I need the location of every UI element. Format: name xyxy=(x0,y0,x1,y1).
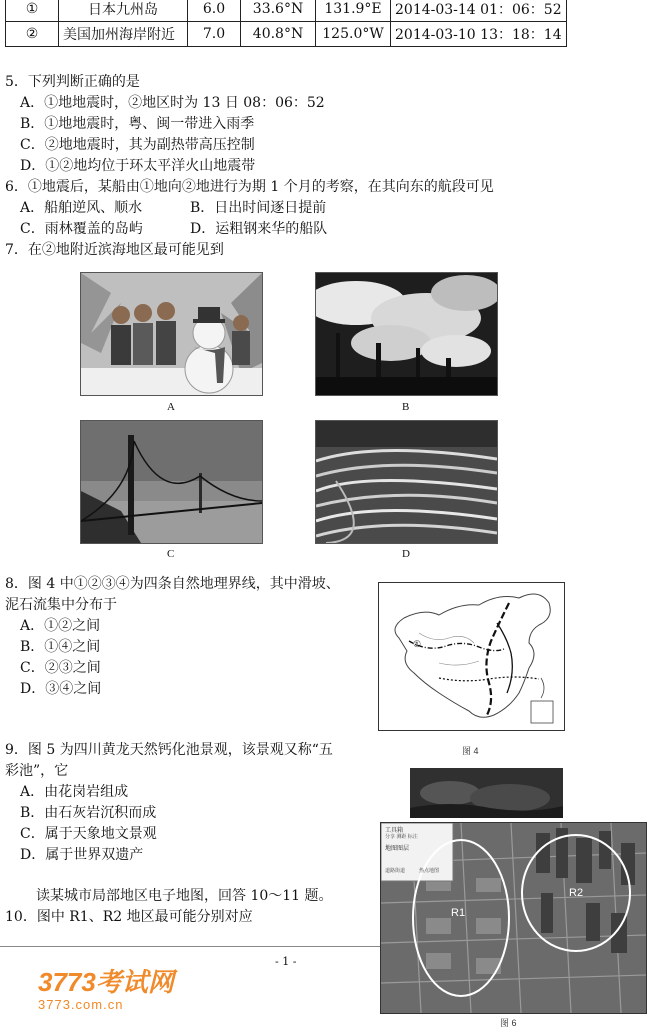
footer-divider xyxy=(0,946,380,947)
q7-stem: 7．在②地附近滨海地区最可能见到 xyxy=(5,242,224,258)
china-map-svg xyxy=(379,583,564,730)
photo-c-label: C xyxy=(167,548,175,560)
q10-stem: 10．图中 R1、R2 地区最可能分别对应 xyxy=(5,909,253,925)
photo-c-bridge xyxy=(80,420,263,544)
table-cell: 美国加州海岸附近 xyxy=(59,22,188,47)
q8-option-a: A．①②之间 xyxy=(20,618,101,634)
logo-text: 3773考试网 xyxy=(38,967,174,997)
q5-option-b: B．①地地震时，粤、闽一带进入雨季 xyxy=(20,116,255,132)
photo-a-label: A xyxy=(167,401,175,413)
q8-option-b: B．①④之间 xyxy=(20,639,101,655)
table-cell: 33.6°N xyxy=(241,0,316,22)
q9-option-a: A．由花岗岩组成 xyxy=(20,784,129,800)
q9-stem: 9．图 5 为四川黄龙天然钙化池景观，该景观又称“五 xyxy=(5,742,333,758)
table-cell: 7.0 xyxy=(188,22,241,47)
q5-stem: 5．下列判断正确的是 xyxy=(5,74,140,90)
table-cell: 125.0°W xyxy=(316,22,391,47)
earthquake-table xyxy=(5,0,567,47)
q10-11-intro: 读某城市局部地区电子地图，回答 10～11 题。 xyxy=(36,888,333,904)
logo-url: 3773.com.cn xyxy=(38,997,124,1012)
q9-stem-cont: 彩池”，它 xyxy=(5,763,69,779)
map-layer-roads[interactable]: 道路街道 xyxy=(385,868,406,874)
table-cell: ② xyxy=(6,22,59,47)
table-cell: 131.9°E xyxy=(316,0,391,22)
q9-option-b: B．由石灰岩沉积而成 xyxy=(20,805,157,821)
table-cell: 2014-03-14 01：06：52 xyxy=(391,0,567,22)
page-number: - 1 - xyxy=(275,955,297,968)
aerial-map-svg xyxy=(381,823,646,1013)
table-row xyxy=(6,0,567,22)
table-cell: 日本九州岛 xyxy=(59,0,188,22)
q6-option-d: D．运粗钢来华的船队 xyxy=(190,221,328,237)
q6-option-b: B．日出时间逐日提前 xyxy=(190,200,327,216)
q6-stem: 6．①地震后，某船由①地向②地进行为期 1 个月的考察，在其向东的航段可见 xyxy=(5,179,494,195)
region-r2-label: R2 xyxy=(569,887,584,899)
q9-option-c: C．属于天象地文景观 xyxy=(20,826,157,842)
region-r1-label: R1 xyxy=(451,907,466,919)
map-boundary-label: ① xyxy=(413,640,422,650)
figure-6-map xyxy=(380,822,647,1014)
q5-option-d: D．①②地均位于环太平洋火山地震带 xyxy=(20,158,256,174)
map-layer-hotspot[interactable]: 热点地图 xyxy=(419,868,440,874)
q6-option-c: C．雨林覆盖的岛屿 xyxy=(20,221,143,237)
photo-b-factory xyxy=(315,272,498,396)
table-row xyxy=(6,22,567,47)
table-cell: ① xyxy=(6,0,59,22)
q9-option-d: D．属于世界双遗产 xyxy=(20,847,144,863)
map-toolbox-title[interactable]: 工具箱 xyxy=(385,828,404,834)
q8-stem: 8．图 4 中①②③④为四条自然地理界线，其中滑坡、 xyxy=(5,576,340,592)
table-cell: 6.0 xyxy=(188,0,241,22)
q6-option-a: A．船舶逆风、顺水 xyxy=(20,200,143,216)
q5-option-a: A．①地地震时，②地区时为 13 日 08：06：52 xyxy=(20,95,325,111)
map-layer-title[interactable]: 地图图层 xyxy=(385,846,410,852)
photo-b-label: B xyxy=(402,401,410,413)
photo-d-label: D xyxy=(402,548,410,560)
q5-option-c: C．②地地震时，其为副热带高压控制 xyxy=(20,137,255,153)
figure-4-map xyxy=(378,582,565,731)
q8-stem-cont: 泥石流集中分布于 xyxy=(5,597,117,613)
q8-option-c: C．②③之间 xyxy=(20,660,101,676)
figure-6-caption: 图 6 xyxy=(500,1018,517,1028)
table-cell: 40.8°N xyxy=(241,22,316,47)
q8-option-d: D．③④之间 xyxy=(20,681,102,697)
photo-d-terraces xyxy=(315,420,498,544)
table-cell: 2014-03-10 13：18：14 xyxy=(391,22,567,47)
figure-5-photo xyxy=(410,768,563,818)
figure-4-caption: 图 4 xyxy=(462,746,479,756)
photo-a-snowman xyxy=(80,272,263,396)
map-toolbar[interactable]: 分享 测距 标注 xyxy=(385,834,418,840)
site-logo[interactable] xyxy=(38,962,174,1012)
